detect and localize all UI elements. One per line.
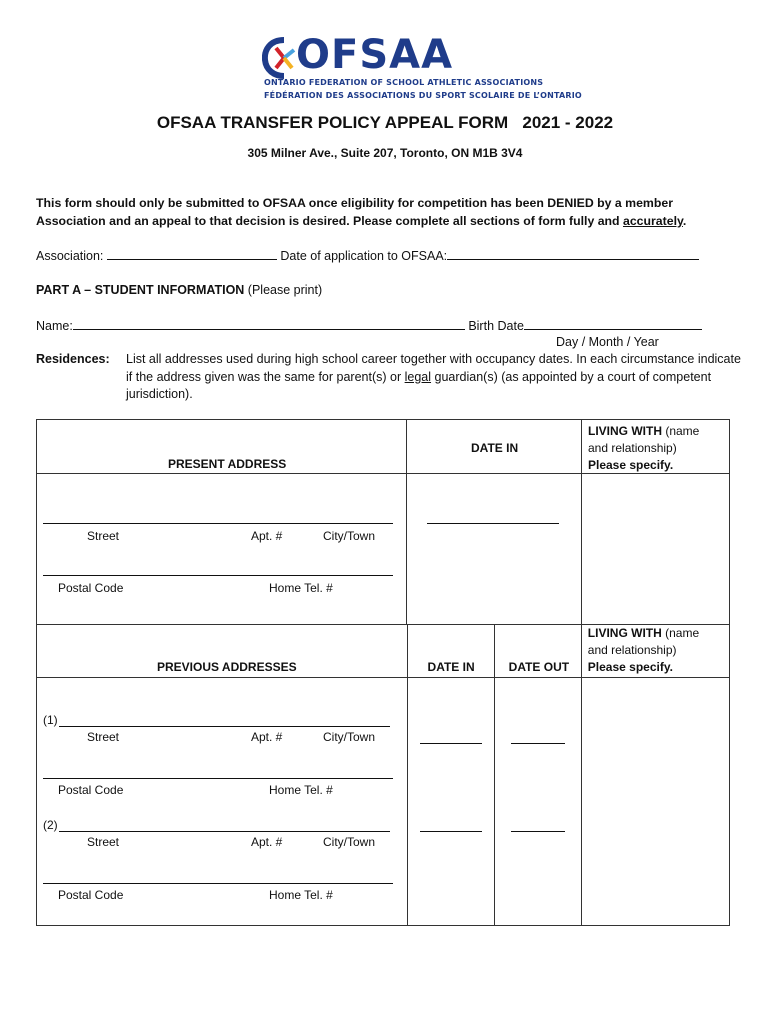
ofsaa-logo xyxy=(262,32,582,104)
logo-line-english: ONTARIO FEDERATION OF SCHOOL ATHLETIC ASSOCIATIONS xyxy=(264,78,544,87)
prev-living-with-cell[interactable] xyxy=(581,678,729,926)
prev1-postal-label: Postal Code xyxy=(58,783,124,797)
prev1-city-label: City/Town xyxy=(323,730,376,744)
please-specify: Please specify. xyxy=(588,458,674,472)
prev2-apt-label: Apt. # xyxy=(251,835,283,849)
logo-wordmark: OFSAA xyxy=(296,32,454,78)
prev-living-with-normal: (name xyxy=(661,626,700,640)
prev1-date-out-input[interactable] xyxy=(511,743,565,744)
present-address-entry-cell xyxy=(37,474,407,625)
prev2-city-label: City/Town xyxy=(323,835,376,849)
prev-date-in-cell xyxy=(407,678,494,926)
date-application-label: Date of application to OFSAA: xyxy=(280,249,448,263)
prev2-postal-input[interactable] xyxy=(43,883,393,884)
previous-addresses-table xyxy=(36,624,730,926)
prev1-apt-label: Apt. # xyxy=(251,730,283,744)
residences-line-3: jurisdiction). xyxy=(126,387,193,401)
prev2-date-in-input[interactable] xyxy=(420,831,482,832)
prev2-street-input[interactable] xyxy=(59,831,390,832)
prev-living-with-bold: LIVING WITH xyxy=(587,626,662,640)
prev-living-with-header xyxy=(588,625,699,676)
present-postal-input[interactable] xyxy=(43,575,393,576)
previous-addresses-entry-cell xyxy=(37,678,408,926)
prev-date-out-header-cell xyxy=(494,625,581,678)
present-address-header-cell xyxy=(37,420,407,474)
present-street-input[interactable] xyxy=(43,523,393,524)
prev-date-out-cell xyxy=(494,678,581,926)
date-in-header-cell xyxy=(407,420,582,474)
date-application-input[interactable] xyxy=(447,248,699,260)
living-with-line2: and relationship) xyxy=(588,441,677,455)
name-label: Name: xyxy=(36,319,73,333)
name-row xyxy=(36,318,702,333)
birth-date-label: Birth Date xyxy=(468,319,524,333)
name-input[interactable] xyxy=(73,318,465,330)
residences-line-2a: if the address given was the same for parent(s) or xyxy=(126,370,405,384)
prev1-home-tel-label: Home Tel. # xyxy=(269,783,333,797)
part-a-title: PART A – STUDENT INFORMATION xyxy=(36,283,245,297)
present-date-in-input[interactable] xyxy=(427,523,559,524)
residences-label: Residences: xyxy=(36,352,110,366)
birth-date-input[interactable] xyxy=(524,318,702,330)
intro-underlined: accurately xyxy=(622,214,683,228)
prev1-street-label: Street xyxy=(87,730,120,744)
entry-2-label: (2) xyxy=(43,818,58,832)
prev-date-out-header: DATE OUT xyxy=(508,660,570,674)
living-with-normal: (name xyxy=(662,424,700,438)
date-in-header: DATE IN xyxy=(471,441,519,455)
intro-paragraph xyxy=(36,194,736,230)
present-address-header: PRESENT ADDRESS xyxy=(168,457,287,471)
prev2-date-out-input[interactable] xyxy=(511,831,565,832)
prev-date-in-header-cell xyxy=(407,625,494,678)
present-date-in-cell xyxy=(407,474,582,625)
city-label: City/Town xyxy=(323,529,376,543)
birth-date-format: Day / Month / Year xyxy=(556,335,659,349)
prev-please-specify: Please specify. xyxy=(587,660,673,674)
prev-living-with-header-cell xyxy=(581,625,729,678)
entry-1-label: (1) xyxy=(43,713,58,727)
intro-end: . xyxy=(682,214,687,228)
logo-line-french: FÉDÉRATION DES ASSOCIATIONS DU SPORT SCOLAIRE DE L’ONTARIO xyxy=(264,91,582,100)
home-tel-label: Home Tel. # xyxy=(269,581,333,595)
apt-label: Apt. # xyxy=(251,529,283,543)
residences-line-2 xyxy=(126,370,711,384)
residences-line-2b: guardian(s) (as appointed by a court of competent xyxy=(431,370,712,384)
prev1-street-input[interactable] xyxy=(59,726,390,727)
prev2-home-tel-label: Home Tel. # xyxy=(269,888,333,902)
office-address: 305 Milner Ave., Suite 207, Toronto, ON M1B 3V4 xyxy=(247,146,523,160)
association-row xyxy=(36,248,699,263)
residences-line-1: List all addresses used during high school career together with occupancy dates. In each circumstance indicate xyxy=(126,352,741,366)
prev2-postal-label: Postal Code xyxy=(58,888,124,902)
postal-code-label: Postal Code xyxy=(58,581,124,595)
association-label: Association: xyxy=(36,249,104,263)
prev1-postal-input[interactable] xyxy=(43,778,393,779)
living-with-header-cell xyxy=(582,420,730,474)
street-label: Street xyxy=(87,529,120,543)
prev1-date-in-input[interactable] xyxy=(420,743,482,744)
previous-addresses-header: PREVIOUS ADDRESSES xyxy=(157,660,297,674)
prev-date-in-header: DATE IN xyxy=(427,660,475,674)
association-input[interactable] xyxy=(107,248,277,260)
part-a-heading xyxy=(36,283,322,297)
living-with-bold: LIVING WITH xyxy=(588,424,662,438)
living-with-header xyxy=(588,423,699,474)
present-address-table xyxy=(36,419,730,625)
residences-line-2-underline: legal xyxy=(404,370,432,384)
part-a-note: (Please print) xyxy=(244,283,323,297)
prev-living-with-line2: and relationship) xyxy=(587,643,677,657)
previous-addresses-header-cell xyxy=(37,625,408,678)
present-living-with-cell[interactable] xyxy=(582,474,730,625)
prev2-street-label: Street xyxy=(87,835,120,849)
page-title: OFSAA TRANSFER POLICY APPEAL FORM 2021 - 2022 xyxy=(156,113,614,132)
intro-text: This form should only be submitted to OFSAA once eligibility for competition has been DENIED by a member Association and an appeal to that decision is desired. Please complete all sections of form fully and xyxy=(36,196,674,228)
